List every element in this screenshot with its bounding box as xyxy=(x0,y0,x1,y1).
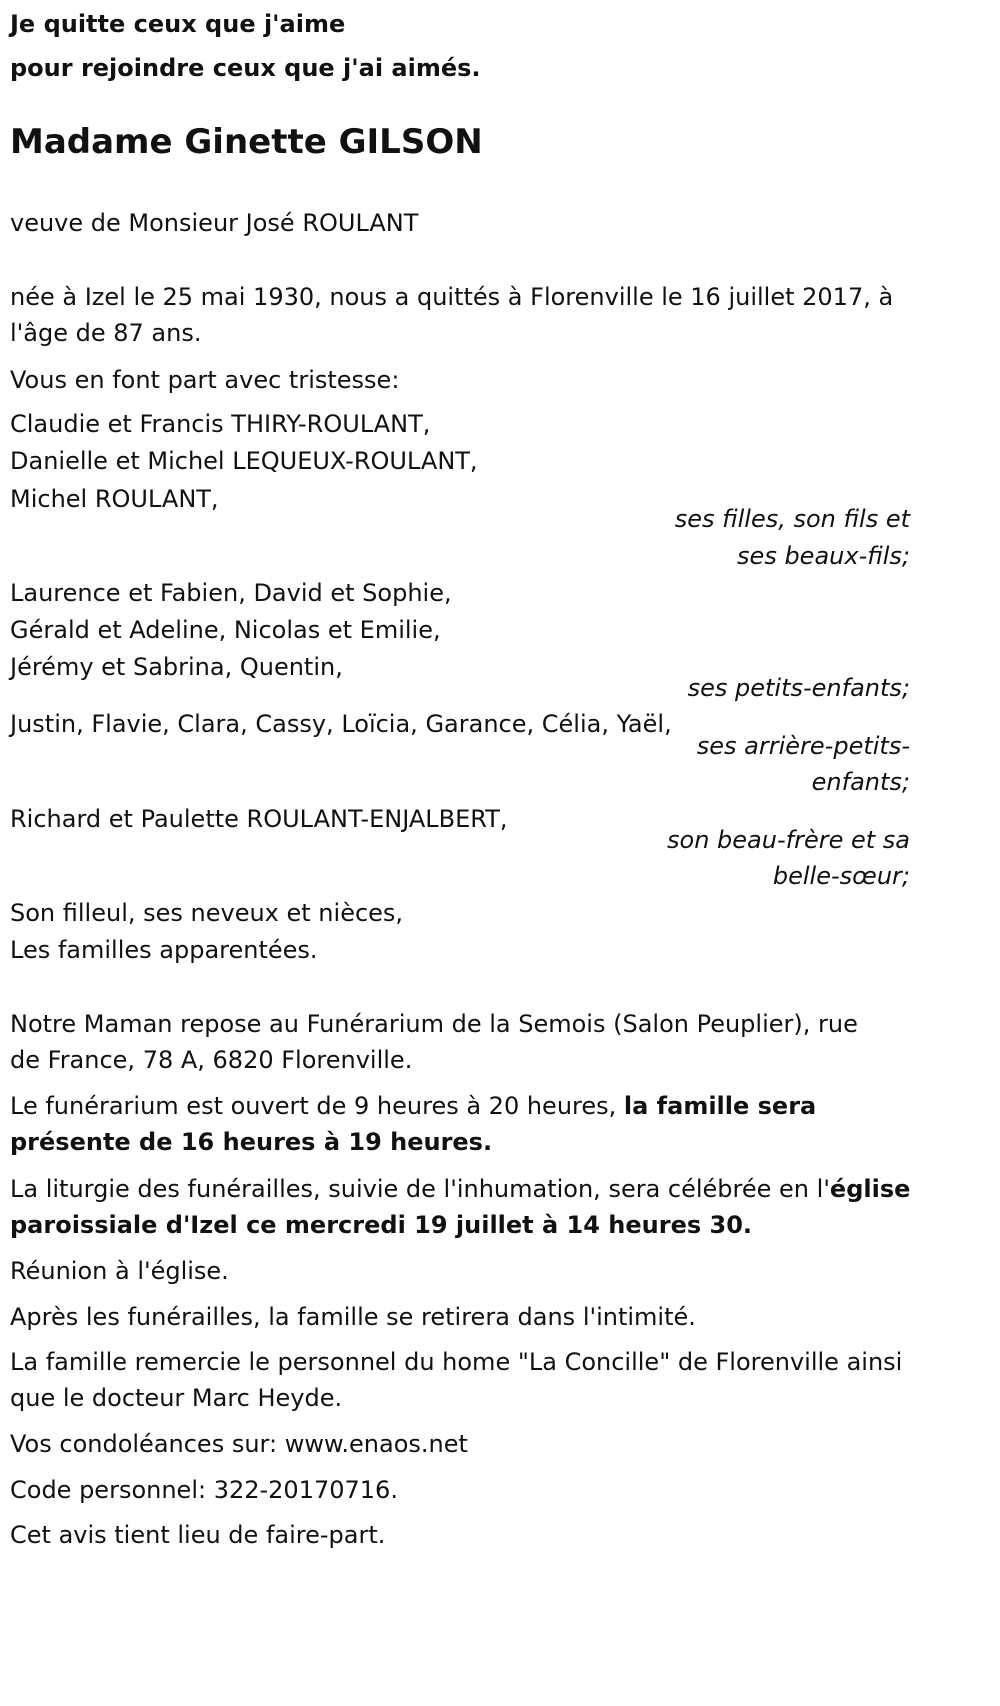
child-name: Claudie et Francis THIRY-ROULANT, xyxy=(10,410,431,438)
meeting-text: Réunion à l'église. xyxy=(10,1257,229,1285)
widow-of: veuve de Monsieur José ROULANT xyxy=(10,209,419,237)
announce-text: Vous en font part avec tristesse: xyxy=(10,366,400,394)
liturgy-bold: église xyxy=(829,1175,911,1203)
thanks-line-2: que le docteur Marc Heyde. xyxy=(10,1384,343,1412)
epigraph-line-1: Je quitte ceux que j'aime xyxy=(10,10,346,38)
birth-death-line-2: l'âge de 87 ans. xyxy=(10,319,202,347)
hours-bold: la famille sera xyxy=(623,1092,817,1120)
hours-normal: Le funérarium est ouvert de 9 heures à 20 heures, xyxy=(10,1092,624,1120)
hours-line-2: présente de 16 heures à 19 heures. xyxy=(10,1128,493,1156)
grandchild-name: Jérémy et Sabrina, Quentin, xyxy=(10,653,343,681)
epigraph-line-2: pour rejoindre ceux que j'ai aimés. xyxy=(10,54,481,82)
rest-line-1: Notre Maman repose au Funérarium de la Semois (Salon Peuplier), rue xyxy=(10,1010,858,1038)
other-relatives: Les familles apparentées. xyxy=(10,936,318,964)
great-grandchildren-relation: enfants; xyxy=(811,768,910,796)
condolences-text: Vos condoléances sur: www.enaos.net xyxy=(10,1430,468,1458)
in-laws-names: Richard et Paulette ROULANT-ENJALBERT, xyxy=(10,805,508,833)
other-relatives: Son filleul, ses neveux et nièces, xyxy=(10,899,404,927)
children-relation: ses filles, son fils et xyxy=(674,505,910,533)
child-name: Michel ROULANT, xyxy=(10,485,219,513)
deceased-name: Madame Ginette GILSON xyxy=(10,122,483,162)
thanks-line-1: La famille remercie le personnel du home "La Concille" de Florenville ainsi xyxy=(10,1348,903,1376)
children-relation: ses beaux-fils; xyxy=(737,542,910,570)
personal-code: Code personnel: 322-20170716. xyxy=(10,1476,398,1504)
notice-text: Cet avis tient lieu de faire-part. xyxy=(10,1521,386,1549)
liturgy-line-2: paroissiale d'Izel ce mercredi 19 juillet à 14 heures 30. xyxy=(10,1211,753,1239)
rest-line-2: de France, 78 A, 6820 Florenville. xyxy=(10,1046,413,1074)
hours-line-1 xyxy=(10,1086,816,1126)
in-laws-relation: belle-sœur; xyxy=(772,862,910,890)
in-laws-relation: son beau-frère et sa xyxy=(667,826,910,854)
after-text: Après les funérailles, la famille se retirera dans l'intimité. xyxy=(10,1303,696,1331)
grandchild-name: Gérald et Adeline, Nicolas et Emilie, xyxy=(10,616,441,644)
grandchild-name: Laurence et Fabien, David et Sophie, xyxy=(10,579,452,607)
liturgy-line-1 xyxy=(10,1169,910,1209)
liturgy-normal: La liturgie des funérailles, suivie de l'inhumation, sera célébrée en l' xyxy=(10,1175,830,1203)
great-grandchildren-relation: ses arrière-petits- xyxy=(696,732,910,760)
grandchildren-relation: ses petits-enfants; xyxy=(687,674,910,702)
great-grandchildren-names: Justin, Flavie, Clara, Cassy, Loïcia, Garance, Célia, Yaël, xyxy=(10,710,672,738)
child-name: Danielle et Michel LEQUEUX-ROULANT, xyxy=(10,447,478,475)
birth-death-line-1: née à Izel le 25 mai 1930, nous a quittés à Florenville le 16 juillet 2017, à xyxy=(10,283,894,311)
